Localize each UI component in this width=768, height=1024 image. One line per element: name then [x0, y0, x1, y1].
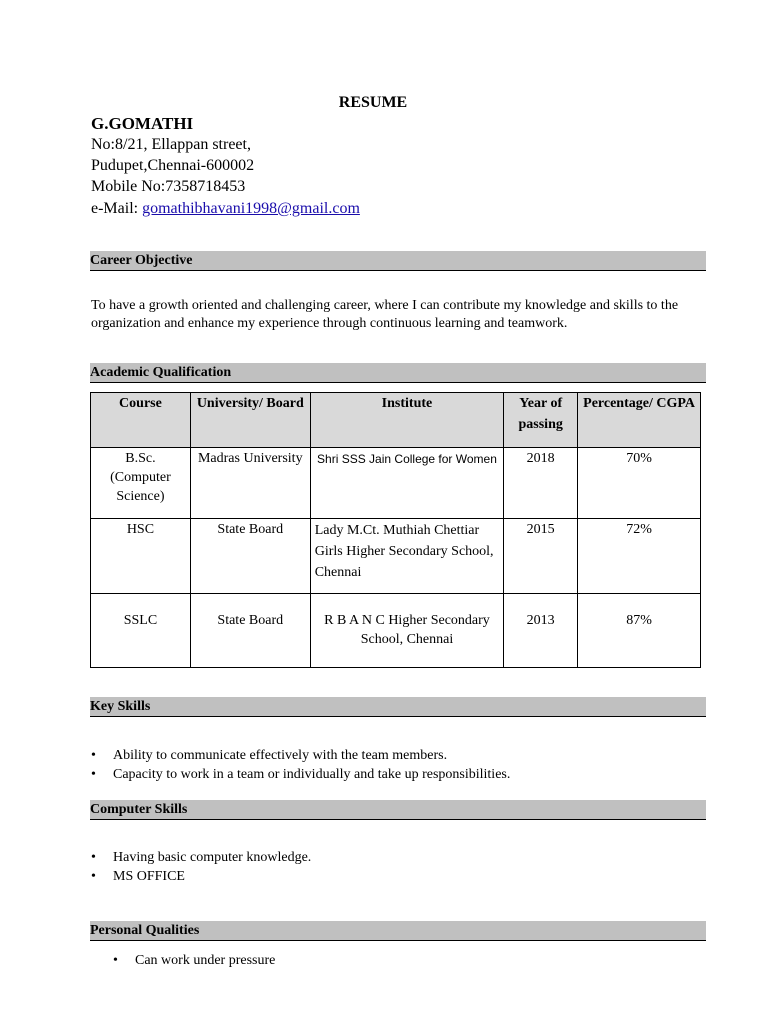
list-item: • Can work under pressure	[113, 951, 275, 970]
cell-institute: Shri SSS Jain College for Women	[310, 448, 504, 519]
cell-board: State Board	[190, 519, 310, 594]
academic-qualification-heading: Academic Qualification	[90, 363, 706, 383]
career-objective-heading: Career Objective	[90, 251, 706, 271]
personal-qualities-list	[113, 951, 275, 970]
cell-percentage: 72%	[578, 519, 701, 594]
address-line-2: Pudupet,Chennai-600002	[91, 157, 255, 174]
cell-course: SSLC	[91, 594, 191, 668]
cell-course: B.Sc. (Computer Science)	[91, 448, 191, 519]
cell-percentage: 87%	[578, 594, 701, 668]
career-objective-text: To have a growth oriented and challenging career, where I can contribute my knowledge and skills to the organization and enhance my experience through continuous learning and teamwork.	[91, 298, 679, 331]
cell-institute: Lady M.Ct. Muthiah Chettiar Girls Higher Secondary School, Chennai	[310, 519, 504, 594]
table-row	[91, 594, 701, 668]
computer-skills-list	[91, 848, 311, 886]
list-item: • MS OFFICE	[91, 867, 311, 886]
mobile-number: Mobile No:7358718453	[91, 178, 246, 195]
document-title: RESUME	[338, 94, 408, 111]
cell-institute: R B A N C Higher Secondary School, Chennai	[310, 594, 504, 668]
column-header-course: Course	[91, 393, 191, 448]
cell-course: HSC	[91, 519, 191, 594]
column-header-percentage: Percentage/ CGPA	[578, 393, 701, 448]
computer-skills-heading: Computer Skills	[90, 800, 706, 820]
key-skills-heading: Key Skills	[90, 697, 706, 717]
list-item: • Ability to communicate effectively with the team members.	[91, 746, 510, 765]
personal-qualities-heading: Personal Qualities	[90, 921, 706, 941]
cell-board: State Board	[190, 594, 310, 668]
cell-year: 2018	[504, 448, 578, 519]
email-link[interactable]: gomathibhavani1998@gmail.com	[142, 200, 360, 217]
candidate-name: G.GOMATHI	[91, 114, 194, 133]
cell-board: Madras University	[190, 448, 310, 519]
list-item: • Capacity to work in a team or individually and take up responsibilities.	[91, 765, 510, 784]
address-line-1: No:8/21, Ellappan street,	[91, 136, 251, 153]
cell-year: 2015	[504, 519, 578, 594]
email-label: e-Mail:	[91, 200, 143, 217]
cell-year: 2013	[504, 594, 578, 668]
table-row	[91, 519, 701, 594]
column-header-year: Year of passing	[504, 393, 578, 448]
column-header-institute: Institute	[310, 393, 504, 448]
academic-table	[90, 392, 701, 668]
cell-percentage: 70%	[578, 448, 701, 519]
key-skills-list	[91, 746, 510, 784]
table-header-row	[91, 393, 701, 448]
email-line	[91, 198, 360, 219]
column-header-board: University/ Board	[190, 393, 310, 448]
table-row	[91, 448, 701, 519]
list-item: • Having basic computer knowledge.	[91, 848, 311, 867]
